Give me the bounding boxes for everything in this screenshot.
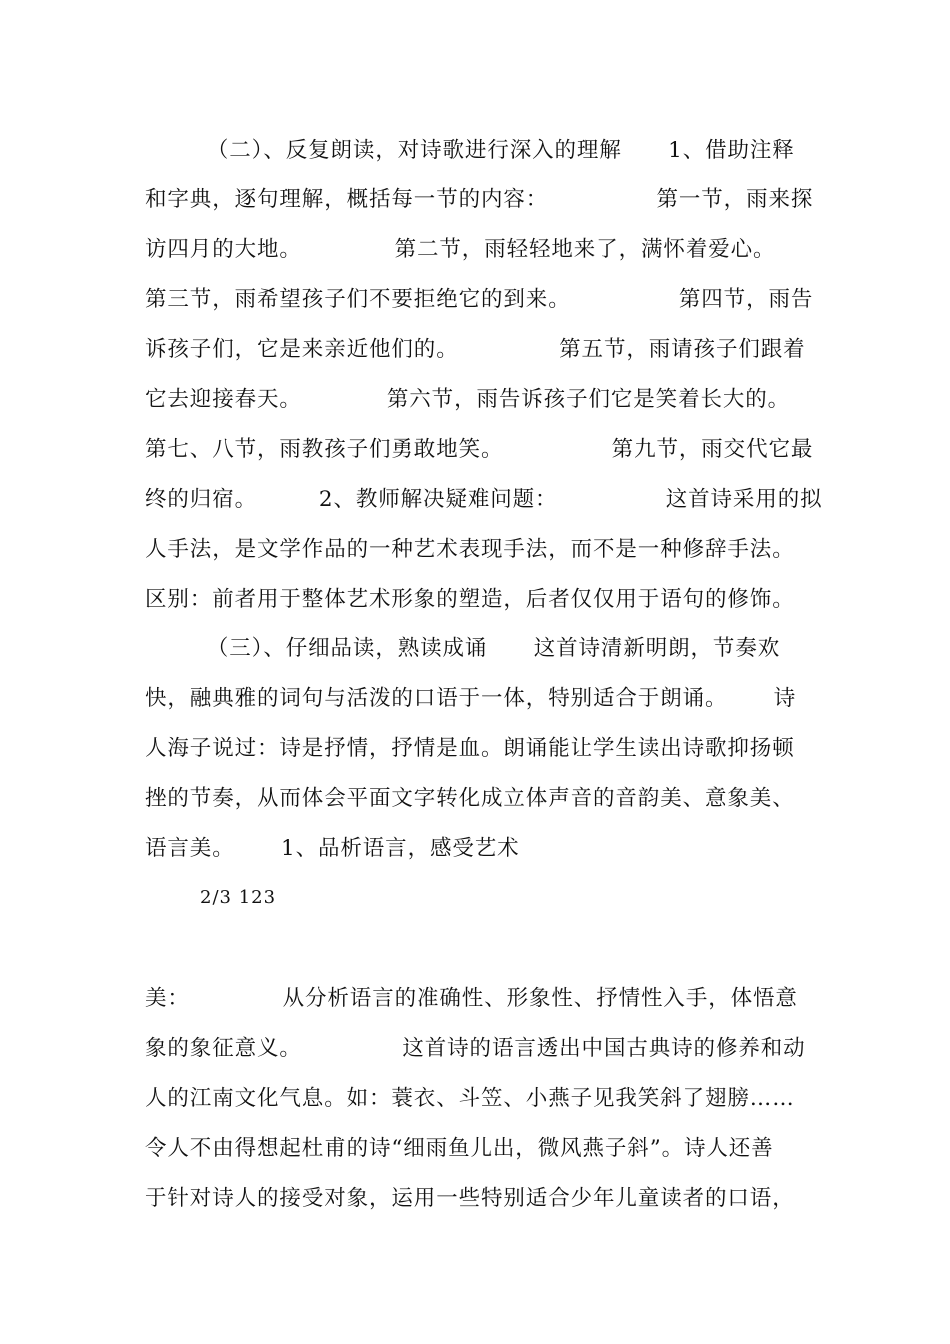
- text-line: 人手法，是文学作品的一种艺术表现手法，而不是一种修辞手法。: [145, 537, 795, 562]
- text-line: 区别：前者用于整体艺术形象的塑造，后者仅仅用于语句的修饰。: [145, 587, 795, 612]
- text-line: 访四月的大地。 第二节，雨轻轻地来了，满怀着爱心。: [145, 237, 776, 262]
- page-number: 2/3 123: [200, 887, 277, 908]
- text-line: 人的江南文化气息。如：蓑衣、斗笠、小燕子见我笑斜了翅膀……: [145, 1086, 795, 1111]
- text-line: 令人不由得想起杜甫的诗“细雨鱼儿出，微风燕子斜”。诗人还善: [145, 1136, 774, 1161]
- text-line: 语言美。 1、品析语言，感受艺术: [145, 836, 520, 861]
- text-line: 美： 从分析语言的准确性、形象性、抒情性入手，体悟意: [145, 986, 798, 1011]
- text-line: 和字典，逐句理解，概括每一节的内容： 第一节，雨来探: [145, 187, 814, 212]
- text-line: 第三节，雨希望孩子们不要拒绝它的到来。 第四节，雨告: [145, 287, 814, 312]
- text-line: 第七、八节，雨教孩子们勇敢地笑。 第九节，雨交代它最: [145, 437, 814, 462]
- text-line: 诉孩子们，它是来亲近他们的。 第五节，雨请孩子们跟着: [145, 337, 806, 362]
- text-line: 终的归宿。 2、教师解决疑难问题： 这首诗采用的拟: [145, 487, 823, 512]
- text-line: 象的象征意义。 这首诗的语言透出中国古典诗的修养和动: [145, 1036, 806, 1061]
- text-line: 它去迎接春天。 第六节，雨告诉孩子们它是笑着长大的。: [145, 387, 791, 412]
- text-line: （二）、反复朗读，对诗歌进行深入的理解 1、借助注释: [145, 138, 795, 163]
- text-line: （三）、仔细品读，熟读成诵 这首诗清新明朗，节奏欢: [145, 636, 781, 661]
- text-line: 人海子说过：诗是抒情，抒情是血。朗诵能让学生读出诗歌抑扬顿: [145, 736, 795, 761]
- text-line: 于针对诗人的接受对象，运用一些特别适合少年儿童读者的口语，: [145, 1186, 795, 1211]
- text-line: 快，融典雅的词句与活泼的口语于一体，特别适合于朗诵。 诗: [145, 686, 797, 711]
- text-line: 挫的节奏，从而体会平面文字转化成立体声音的音韵美、意象美、: [145, 786, 795, 811]
